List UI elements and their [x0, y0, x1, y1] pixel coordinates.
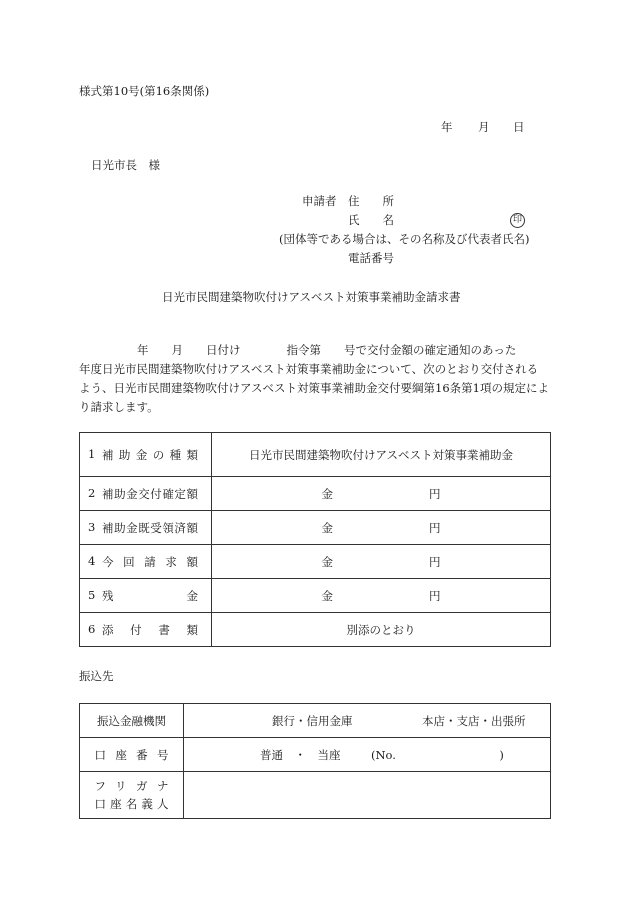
amount-field[interactable]: 金 円	[212, 579, 551, 613]
amount-field[interactable]: 金 円	[212, 511, 551, 545]
form-number: 様式第10号(第16条関係)	[79, 84, 210, 98]
applicant-label: 申請者	[302, 194, 337, 208]
date-day: 日	[513, 120, 525, 134]
table-row	[80, 511, 551, 545]
subsidy-items-table	[79, 432, 551, 647]
applicant-name-label: 氏 名	[348, 213, 394, 227]
table-row	[80, 433, 551, 477]
document-title: 日光市民間建築物吹付けアスベスト対策事業補助金請求書	[162, 290, 461, 304]
table-row	[80, 772, 551, 819]
body-line-1: 年 月 日付け 指令第 号で交付金額の確定通知のあった	[137, 343, 517, 357]
row-label: 3 補助金既受領済額	[80, 511, 212, 545]
row-label: 1 補助金の種類	[80, 433, 212, 477]
body-line-2: 年度日光市民間建築物吹付けアスベスト対策事業補助金について、次のとおり交付される	[79, 362, 539, 376]
branch-type-text: 本店・支店・出張所	[422, 714, 526, 728]
amount-field[interactable]: 金 円	[212, 545, 551, 579]
account-holder-field[interactable]	[184, 772, 551, 819]
attachments-value: 別添のとおり	[212, 613, 551, 647]
table-row	[80, 613, 551, 647]
account-no-text: (No. )	[371, 748, 504, 762]
table-row	[80, 545, 551, 579]
row-label: 6 添付書類	[80, 613, 212, 647]
transfer-table	[79, 703, 551, 819]
date-year: 年	[441, 120, 453, 134]
table-row	[80, 477, 551, 511]
seal-mark: 印	[510, 211, 525, 228]
applicant-address-label: 住 所	[348, 194, 394, 208]
transfer-heading: 振込先	[79, 669, 114, 683]
body-line-4: り請求します。	[79, 400, 159, 414]
account-type-text: 普通 ・ 当座	[260, 748, 341, 762]
account-number-label: 口座番号	[80, 738, 184, 772]
subsidy-type-value: 日光市民間建築物吹付けアスベスト対策事業補助金	[212, 433, 551, 477]
table-row	[80, 579, 551, 613]
date-month: 月	[478, 120, 490, 134]
table-row	[80, 704, 551, 738]
applicant-phone-label: 電話番号	[348, 251, 394, 265]
applicant-note: (団体等である場合は、その名称及び代表者氏名)	[279, 232, 530, 246]
row-label: 2 補助金交付確定額	[80, 477, 212, 511]
bank-type-text: 銀行・信用金庫	[272, 714, 353, 728]
addressee: 日光市長 様	[91, 158, 160, 172]
bank-label: 振込金融機関	[80, 704, 184, 738]
bank-field[interactable]	[184, 704, 551, 738]
account-holder-label: フリガナ 口座名義人	[80, 772, 184, 819]
table-row	[80, 738, 551, 772]
row-label: 4 今回請求額	[80, 545, 212, 579]
request-body	[79, 341, 554, 417]
account-number-field[interactable]	[184, 738, 551, 772]
amount-field[interactable]: 金 円	[212, 477, 551, 511]
row-label: 5 残 金	[80, 579, 212, 613]
body-line-3: よう、日光市民間建築物吹付けアスベスト対策事業補助金交付要綱第16条第1項の規定によ	[79, 381, 549, 395]
